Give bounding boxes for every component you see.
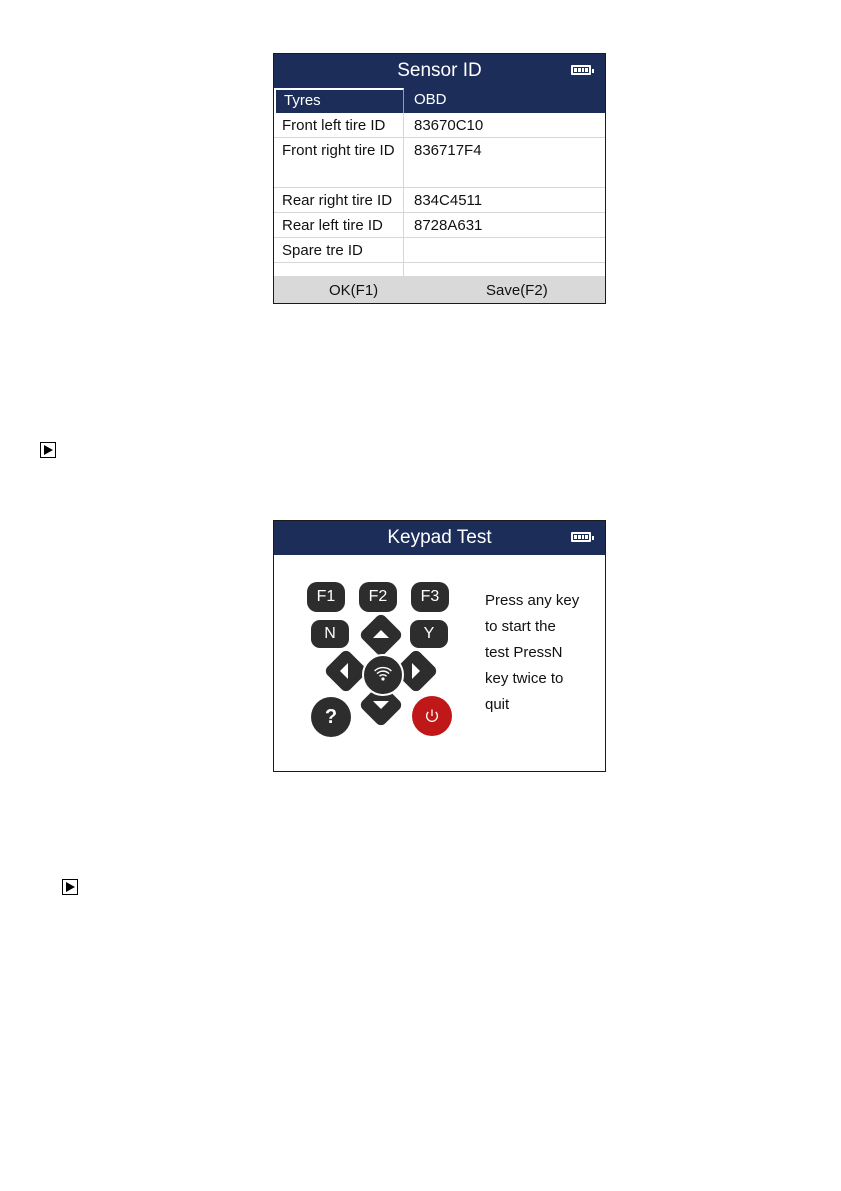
save-button[interactable]: Save(F2) (486, 281, 548, 299)
table-row[interactable] (274, 188, 605, 213)
down-arrow-icon (373, 701, 389, 709)
table-row[interactable] (274, 238, 605, 263)
tire-id-value: 834C4511 (414, 192, 483, 209)
n-key[interactable]: N (311, 620, 349, 648)
title-bar (274, 54, 605, 88)
battery-full-icon (571, 65, 591, 75)
keypad-test-screen (273, 520, 606, 772)
f2-key[interactable]: F2 (359, 582, 397, 612)
right-arrow-icon (412, 663, 420, 679)
screen-title: Sensor ID (397, 60, 482, 81)
tire-label: Front right tire ID (274, 138, 404, 187)
power-icon (423, 707, 441, 725)
trigger-key[interactable] (362, 654, 404, 696)
tire-label: Spare tre ID (274, 238, 404, 262)
power-key[interactable] (412, 696, 452, 736)
keypad-instruction-text: Press any key to start the test PressN key twice to quit (485, 592, 580, 713)
tire-label: Rear left tire ID (274, 213, 404, 237)
up-arrow-icon (373, 630, 389, 638)
function-key-bar (274, 277, 605, 303)
f3-key[interactable]: F3 (411, 582, 449, 612)
tire-label: Rear right tire ID (274, 188, 404, 212)
ok-button[interactable]: OK(F1) (329, 281, 379, 299)
play-bullet-icon (40, 442, 56, 458)
tire-id-value (404, 238, 605, 262)
y-key[interactable]: Y (410, 620, 448, 648)
tire-id-value: 83670C10 (414, 117, 484, 134)
table-row[interactable] (274, 113, 605, 138)
table-row-empty (274, 263, 605, 277)
sensor-table (274, 88, 605, 277)
table-row[interactable] (274, 213, 605, 238)
help-key[interactable]: ? (311, 697, 351, 737)
tire-id-value: 8728A631 (414, 217, 483, 234)
empty-cell (274, 263, 404, 276)
empty-cell (404, 263, 605, 276)
column-header-obd: OBD (414, 91, 447, 108)
tire-label: Front left tire ID (274, 113, 404, 137)
table-header (274, 88, 605, 113)
tire-id-value: 836717F4 (414, 142, 482, 159)
screen-title: Keypad Test (387, 527, 492, 548)
play-bullet-icon (62, 879, 78, 895)
f1-key[interactable]: F1 (307, 582, 345, 612)
column-header-tyres[interactable]: Tyres (274, 88, 404, 113)
sensor-id-screen (273, 53, 606, 304)
wireless-icon (372, 664, 394, 686)
table-row[interactable] (274, 138, 605, 188)
left-arrow-icon (340, 663, 348, 679)
